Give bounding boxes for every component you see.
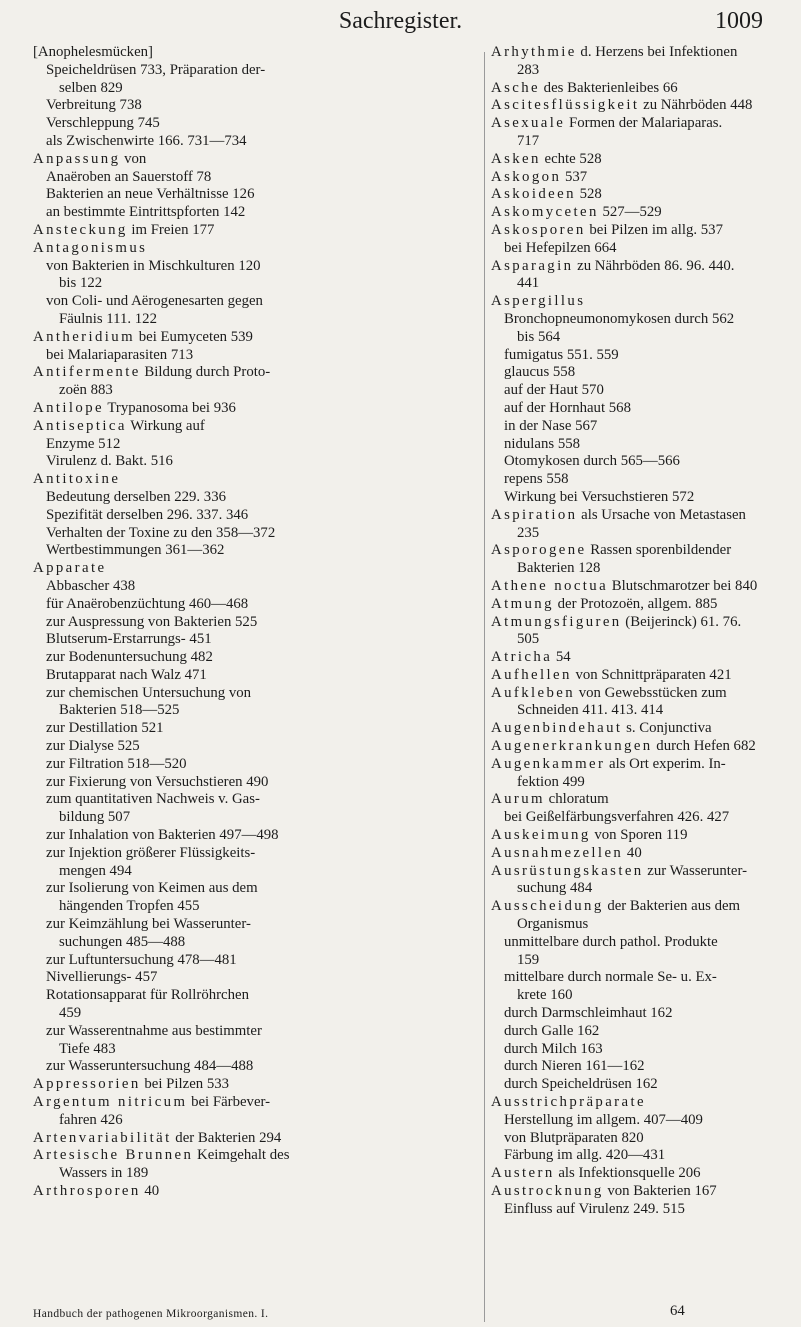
index-entry: Aufkleben von Gewebsstücken zum xyxy=(491,684,727,701)
index-entry: Athene noctua Blutschmarotzer bei 840 xyxy=(491,577,758,594)
entry-headword: Austrocknung xyxy=(491,1183,604,1199)
index-entry: Antilope Trypanosoma bei 936 xyxy=(33,399,236,416)
index-subentry: 459 xyxy=(59,1005,82,1022)
index-subentry: von Coli- und Aërogenesarten gegen xyxy=(46,293,263,310)
entry-headword: Atricha xyxy=(491,649,553,666)
index-entry: Auskeimung von Sporen 119 xyxy=(491,827,688,844)
entry-headword: Aufhellen xyxy=(491,666,572,683)
index-entry: Ascitesflüssigkeit zu Nährböden 448 xyxy=(491,97,753,114)
entry-headword: Asporogene xyxy=(491,542,587,559)
index-entry xyxy=(33,560,485,578)
index-entry: Atricha 54 xyxy=(491,649,571,666)
index-entry: Arhythmie d. Herzens bei Infektionen xyxy=(491,44,738,60)
entry-headword: Antagonismus xyxy=(33,239,148,256)
entry-headword: Ansteckung xyxy=(33,221,128,238)
index-entry: Antiseptica Wirkung auf xyxy=(33,417,205,434)
entry-headword: Atmung xyxy=(491,595,554,612)
index-subentry: Wertbestimmungen 361—362 xyxy=(46,542,225,559)
index-subentry: 235 xyxy=(517,524,540,541)
index-subentry: 717 xyxy=(517,132,540,149)
entry-headword: Aspiration xyxy=(491,506,578,523)
index-subentry: fumigatus 551. 559 xyxy=(504,346,619,363)
index-entry: Askogon 537 xyxy=(491,168,588,185)
index-subentry: von Blutpräparaten 820 xyxy=(504,1129,644,1146)
index-subentry: glaucus 558 xyxy=(504,364,576,381)
index-subentry: repens 558 xyxy=(504,471,569,488)
entry-headword: Antifermente xyxy=(33,364,141,381)
index-subentry: suchungen 485—488 xyxy=(59,933,186,950)
index-subentry: durch Speicheldrüsen 162 xyxy=(504,1076,658,1093)
index-subentry: Schneiden 411. 413. 414 xyxy=(517,702,664,719)
index-subentry: Enzyme 512 xyxy=(46,435,121,452)
index-subentry: Verschleppung 745 xyxy=(46,115,160,132)
index-subentry: hängenden Tropfen 455 xyxy=(59,898,200,915)
index-entry: Appressorien bei Pilzen 533 xyxy=(33,1076,230,1093)
index-entry: [Anophelesmücken] xyxy=(33,44,153,60)
index-subentry: unmittelbare durch pathol. Produkte xyxy=(504,933,718,950)
page-header xyxy=(0,8,801,38)
index-entry: Aspiration als Ursache von Metastasen xyxy=(491,506,746,523)
index-entry: Augenkammer als Ort experim. In- xyxy=(491,755,726,772)
index-subentry: durch Milch 163 xyxy=(504,1040,603,1057)
index-subentry: zur Fixierung von Versuchstieren 490 xyxy=(46,773,269,790)
entry-headword: Augenerkrankungen xyxy=(491,738,653,755)
index-subentry: mengen 494 xyxy=(59,862,132,879)
index-column-right xyxy=(491,44,791,1219)
index-subentry: zur Luftuntersuchung 478—481 xyxy=(46,951,237,968)
index-entry: Ausscheidung der Bakterien aus dem xyxy=(491,898,741,915)
index-subentry: zur Auspressung von Bakterien 525 xyxy=(46,613,258,630)
index-subentry: Verhalten der Toxine zu den 358—372 xyxy=(46,524,276,541)
index-subentry: nidulans 558 xyxy=(504,435,581,452)
entry-headword: Asparagin xyxy=(491,257,574,274)
index-entry: Arthrosporen 40 xyxy=(33,1183,160,1199)
index-subentry: Färbung im allg. 420—431 xyxy=(504,1147,666,1164)
index-subentry: fahren 426 xyxy=(59,1111,123,1128)
index-subentry: suchung 484 xyxy=(517,880,593,897)
index-entry: Augenerkrankungen durch Hefen 682 xyxy=(491,738,756,755)
index-subentry: Bakterien 128 xyxy=(517,560,601,577)
index-subentry: bis 122 xyxy=(59,275,103,292)
index-subentry: 441 xyxy=(517,275,540,292)
entry-headword: Antilope xyxy=(33,399,104,416)
index-entry: Ansteckung im Freien 177 xyxy=(33,221,215,238)
index-entry: Atmungsfiguren (Beijerinck) 61. 76. xyxy=(491,613,742,630)
entry-headword: Ausrüstungskasten xyxy=(491,862,644,879)
index-subentry: zur Inhalation von Bakterien 497—498 xyxy=(46,827,279,844)
index-entry: Askomyceten 527—529 xyxy=(491,204,662,221)
index-column-left xyxy=(33,44,485,1201)
index-subentry: bildung 507 xyxy=(59,809,131,826)
index-subentry: 505 xyxy=(517,631,540,648)
index-subentry: in der Nase 567 xyxy=(504,417,598,434)
index-subentry: durch Galle 162 xyxy=(504,1022,600,1039)
index-subentry: zur chemischen Untersuchung von xyxy=(46,684,252,701)
entry-headword: Askoideen xyxy=(491,186,576,203)
index-subentry: zur Isolierung von Keimen aus dem xyxy=(46,880,258,897)
index-subentry: krete 160 xyxy=(517,987,573,1004)
page-number: 1009 xyxy=(715,8,763,34)
index-subentry: Einfluss auf Virulenz 249. 515 xyxy=(504,1200,685,1217)
index-entry: Askosporen bei Pilzen im allg. 537 xyxy=(491,221,723,238)
index-subentry: Speicheldrüsen 733, Präparation der- xyxy=(46,61,266,78)
index-subentry: Wassers in 189 xyxy=(59,1165,149,1182)
index-subentry: Anaëroben an Sauerstoff 78 xyxy=(46,168,212,185)
entry-headword: Artesische Brunnen xyxy=(33,1147,194,1164)
entry-headword: Arthrosporen xyxy=(33,1183,141,1199)
index-subentry: fektion 499 xyxy=(517,773,585,790)
entry-headword: Athene noctua xyxy=(491,577,609,594)
entry-headword: Appressorien xyxy=(33,1076,141,1093)
entry-headword: Aufkleben xyxy=(491,684,576,701)
entry-headword: Anpassung xyxy=(33,150,121,167)
index-subentry: zur Wasseruntersuchung 484—488 xyxy=(46,1058,254,1075)
index-entry: Asken echte 528 xyxy=(491,150,602,167)
index-subentry: zur Wasserentnahme aus bestimmter xyxy=(46,1022,262,1039)
entry-headword: Argentum nitricum xyxy=(33,1094,188,1111)
index-subentry: bis 564 xyxy=(517,328,561,345)
entry-headword: Askomyceten xyxy=(491,204,599,221)
index-subentry: zur Injektion größerer Flüssigkeits- xyxy=(46,844,256,861)
entry-headword: Askosporen xyxy=(491,221,586,238)
index-entry: Artesische Brunnen Keimgehalt des xyxy=(33,1147,290,1164)
index-subentry: zur Keimzählung bei Wasserunter- xyxy=(46,916,251,933)
index-entry: Artenvariabilität der Bakterien 294 xyxy=(33,1129,282,1146)
index-subentry: zoën 883 xyxy=(59,382,113,399)
index-subentry: 283 xyxy=(517,61,540,78)
entry-headword: Askogon xyxy=(491,168,562,185)
index-entry: Antifermente Bildung durch Proto- xyxy=(33,364,271,381)
index-subentry: durch Darmschleimhaut 162 xyxy=(504,1005,673,1022)
entry-headword: Ausscheidung xyxy=(491,898,604,915)
index-entry: Austrocknung von Bakterien 167 xyxy=(491,1183,717,1199)
index-entry: Antheridium bei Eumyceten 539 xyxy=(33,328,253,345)
index-subentry: Fäulnis 111. 122 xyxy=(59,310,157,327)
index-entry xyxy=(491,1094,791,1112)
index-subentry: Otomykosen durch 565—566 xyxy=(504,453,680,470)
index-subentry: Verbreitung 738 xyxy=(46,97,142,114)
index-entry: Argentum nitricum bei Färbever- xyxy=(33,1094,271,1111)
page-title: Sachregister. xyxy=(338,8,463,34)
index-subentry: Bedeutung derselben 229. 336 xyxy=(46,488,226,505)
entry-headword: Antitoxine xyxy=(33,471,121,488)
index-entry: Augenbindehaut s. Conjunctiva xyxy=(491,720,712,737)
index-entry: Asporogene Rassen sporenbildender xyxy=(491,542,732,559)
entry-headword: Ascitesflüssigkeit xyxy=(491,97,640,114)
entry-headword: Atmungsfiguren xyxy=(491,613,622,630)
index-entry: Asche des Bakterienleibes 66 xyxy=(491,79,678,96)
index-subentry: auf der Haut 570 xyxy=(504,382,604,399)
index-subentry: Herstellung im allgem. 407—409 xyxy=(504,1111,703,1128)
index-subentry: bei Hefepilzen 664 xyxy=(504,239,617,256)
index-subentry: zum quantitativen Nachweis v. Gas- xyxy=(46,791,260,808)
index-subentry: Blutserum-Erstarrungs- 451 xyxy=(46,631,212,648)
footer-source: Handbuch der pathogenen Mikroorganismen. I. xyxy=(33,1308,269,1320)
index-entry: Askoideen 528 xyxy=(491,186,602,203)
index-subentry: Bronchopneumonomykosen durch 562 xyxy=(504,310,735,327)
entry-headword: Antheridium xyxy=(33,328,136,345)
index-subentry: 159 xyxy=(517,951,540,968)
entry-headword: Aurum xyxy=(491,791,545,808)
index-entry: Asparagin zu Nährböden 86. 96. 440. xyxy=(491,257,735,274)
index-entry: Ausnahmezellen 40 xyxy=(491,844,642,861)
index-entry: Anpassung von xyxy=(33,150,147,167)
index-entry xyxy=(33,240,485,258)
index-subentry: mittelbare durch normale Se- u. Ex- xyxy=(504,969,717,986)
entry-headword: Asken xyxy=(491,150,541,167)
index-subentry: zur Dialyse 525 xyxy=(46,738,140,755)
sheet-number: 64 xyxy=(670,1303,685,1319)
entry-headword: Aspergillus xyxy=(491,293,586,310)
index-entry: Atmung der Protozoën, allgem. 885 xyxy=(491,595,718,612)
index-entry: Ausrüstungskasten zur Wasserunter- xyxy=(491,862,748,879)
index-subentry: Rotationsapparat für Rollröhrchen xyxy=(46,987,249,1004)
index-subentry: Nivellierungs- 457 xyxy=(46,969,158,986)
entry-headword: Arhythmie xyxy=(491,44,577,60)
index-entry: Aurum chloratum xyxy=(491,791,609,808)
index-subentry: Tiefe 483 xyxy=(59,1040,116,1057)
entry-headword: Artenvariabilität xyxy=(33,1129,172,1146)
entry-headword: Apparate xyxy=(33,560,107,577)
index-entry: Aufhellen von Schnittpräparaten 421 xyxy=(491,666,732,683)
index-subentry: Organismus xyxy=(517,916,589,933)
index-subentry: zur Filtration 518—520 xyxy=(46,755,187,772)
index-subentry: für Anaërobenzüchtung 460—468 xyxy=(46,595,249,612)
index-subentry: bei Geißelfärbungsverfahren 426. 427 xyxy=(504,809,730,826)
index-subentry: bei Malariaparasiten 713 xyxy=(46,346,194,363)
entry-headword: Augenbindehaut xyxy=(491,720,623,737)
index-subentry: durch Nieren 161—162 xyxy=(504,1058,645,1075)
index-entry xyxy=(491,293,791,311)
entry-headword: Auskeimung xyxy=(491,827,591,844)
index-subentry: Virulenz d. Bakt. 516 xyxy=(46,453,173,470)
entry-headword: Austern xyxy=(491,1165,555,1182)
index-subentry: an bestimmte Eintrittspforten 142 xyxy=(46,204,246,221)
column-divider xyxy=(484,52,485,1322)
index-subentry: Brutapparat nach Walz 471 xyxy=(46,666,207,683)
index-subentry: von Bakterien in Mischkulturen 120 xyxy=(46,257,261,274)
index-subentry: Bakterien an neue Verhältnisse 126 xyxy=(46,186,255,203)
index-subentry: Wirkung bei Versuchstieren 572 xyxy=(504,488,695,505)
entry-headword: Asche xyxy=(491,79,540,96)
entry-headword: Asexuale xyxy=(491,115,566,132)
entry-headword: Ausnahmezellen xyxy=(491,844,624,861)
index-subentry: Abbascher 438 xyxy=(46,577,136,594)
entry-headword: Augenkammer xyxy=(491,755,606,772)
index-subentry: zur Destillation 521 xyxy=(46,720,164,737)
index-subentry: Bakterien 518—525 xyxy=(59,702,180,719)
index-subentry: selben 829 xyxy=(59,79,123,96)
index-entry xyxy=(33,471,485,489)
entry-headword: Ausstrichpräparate xyxy=(491,1094,646,1111)
index-entry: Austern als Infektionsquelle 206 xyxy=(491,1165,701,1182)
index-subentry: auf der Hornhaut 568 xyxy=(504,399,631,416)
index-subentry: als Zwischenwirte 166. 731—734 xyxy=(46,132,247,149)
entry-headword: Antiseptica xyxy=(33,417,127,434)
index-subentry: Spezifität derselben 296. 337. 346 xyxy=(46,506,249,523)
index-entry: Asexuale Formen der Malariaparas. xyxy=(491,115,723,132)
index-subentry: zur Bodenuntersuchung 482 xyxy=(46,649,213,666)
